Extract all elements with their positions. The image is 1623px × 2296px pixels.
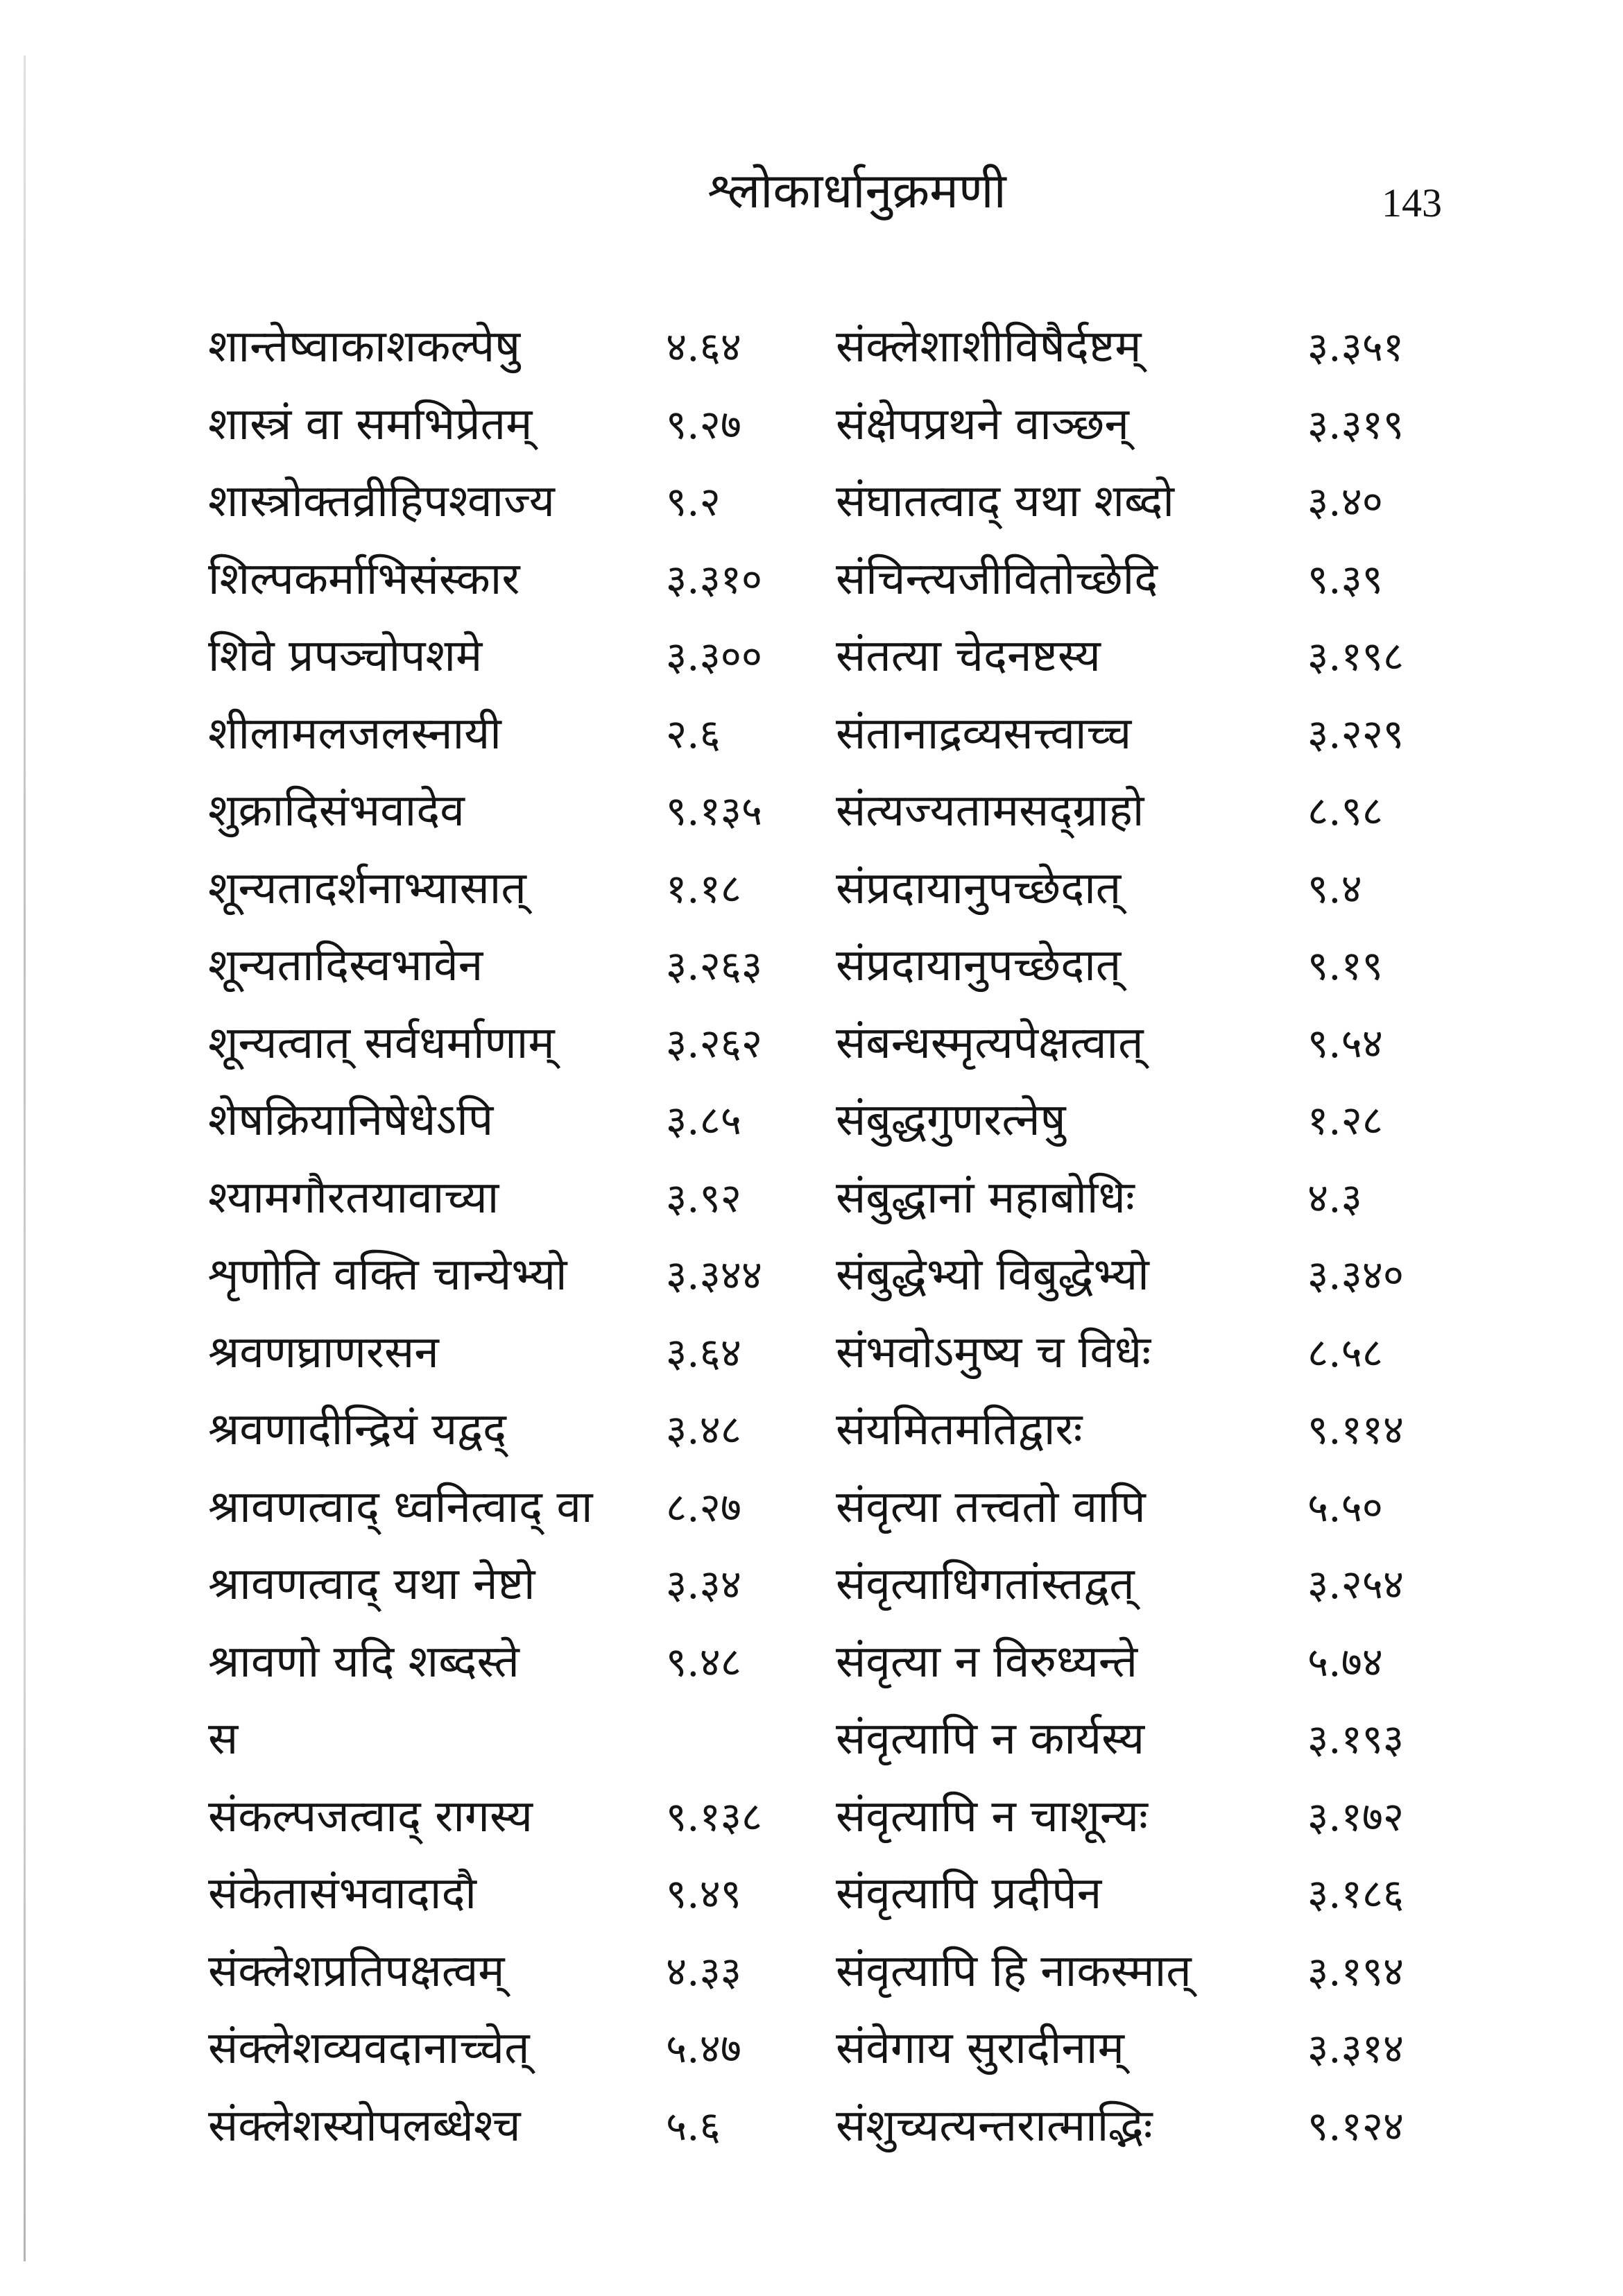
index-row [0, 618, 1623, 696]
right-reference: ३.३१४ [1307, 2025, 1405, 2072]
index-row [0, 463, 1623, 541]
right-verse: संघातत्वाद् यथा शब्दो [836, 476, 1174, 527]
index-row [0, 1856, 1623, 1933]
left-verse: शीलामलजलस्नायी [208, 708, 501, 760]
left-reference: ९.२ [666, 478, 721, 525]
index-row [0, 696, 1623, 773]
left-reference: ५.४७ [666, 2025, 741, 2072]
right-verse: संयमितमतिद्वारः [836, 1404, 1083, 1455]
right-reference: ९.४ [1307, 864, 1362, 912]
left-reference: ८.२७ [666, 1483, 741, 1531]
left-reference: ३.६४ [666, 1328, 741, 1376]
left-reference: ४.३३ [666, 1947, 741, 1995]
right-verse: संप्रदायानुपच्छेदात् [836, 862, 1122, 914]
index-row [0, 1237, 1623, 1314]
right-reference: ३.३४० [1307, 1251, 1405, 1299]
right-reference: ३.१९८ [1307, 633, 1405, 680]
right-reference: ४.३ [1307, 1174, 1362, 1222]
index-row [0, 1779, 1623, 1856]
left-reference: ९.२७ [666, 400, 741, 448]
index-row [0, 1160, 1623, 1237]
right-verse: संवृत्यापि हि नाकस्मात् [836, 1945, 1192, 1997]
right-reference: ८.५८ [1307, 1328, 1383, 1376]
right-verse: संतत्या चेदनष्टस्य [836, 631, 1101, 682]
index-row [0, 1082, 1623, 1160]
right-reference: ३.४० [1307, 478, 1383, 525]
left-reference: ५.६ [666, 2102, 721, 2150]
left-verse: शास्त्रं वा समभिप्रेतम् [208, 398, 533, 450]
left-reference: २.६ [666, 710, 721, 757]
right-reference: ३.२२९ [1307, 710, 1405, 757]
right-verse: संवेगाय सुरादीनाम् [836, 2023, 1124, 2074]
index-row [0, 386, 1623, 464]
left-reference: ३.३१० [666, 555, 763, 603]
left-reference: ९.१३५ [666, 787, 763, 834]
right-reference: ३.१७२ [1307, 1792, 1405, 1840]
left-reference: ३.४८ [666, 1406, 741, 1453]
right-verse: संबुद्धेभ्यो विबुद्धेभ्यो [836, 1249, 1149, 1301]
right-verse: संतानाद्रव्यसत्त्वाच्च [836, 708, 1132, 760]
index-row [0, 1005, 1623, 1083]
verse-index-table [0, 309, 1623, 2165]
right-verse: संवृत्याधिगतांस्तद्वत् [836, 1559, 1135, 1610]
left-reference: ३.९२ [666, 1174, 741, 1222]
left-reference: ३.३०० [666, 633, 763, 680]
right-reference: ३.२५४ [1307, 1561, 1405, 1608]
left-verse: शिल्पकर्माभिसंस्कार [208, 553, 520, 605]
right-verse: संवृत्यापि प्रदीपेन [836, 1868, 1102, 1919]
left-verse: शास्त्रोक्तव्रीहिपश्वाज्य [208, 476, 555, 527]
right-verse: संवृत्या तत्त्वतो वापि [836, 1481, 1146, 1533]
right-reference: ९.११४ [1307, 1406, 1405, 1453]
left-verse: शुक्रादिसंभवादेव [208, 785, 465, 837]
right-reference: ९.१९ [1307, 942, 1383, 989]
section-letter: स [208, 1713, 239, 1765]
index-row [0, 773, 1623, 850]
right-verse: संशुच्यत्यन्तरात्माद्भिः [836, 2100, 1153, 2152]
right-reference: ३.३१९ [1307, 400, 1405, 448]
right-reference: ५.५० [1307, 1483, 1383, 1531]
page-title: श्लोकार्धानुक्रमणी [707, 162, 1006, 219]
index-row [0, 850, 1623, 928]
left-verse: संक्लेशप्रतिपक्षत्वम् [208, 1945, 505, 1997]
index-row [0, 309, 1623, 386]
left-verse: शून्यतादर्शनाभ्यासात् [208, 862, 526, 914]
left-reference: ३.२६३ [666, 942, 763, 989]
left-reference: ३.३४४ [666, 1251, 763, 1299]
index-row [0, 1546, 1623, 1624]
index-row [0, 1933, 1623, 2011]
right-verse: संवृत्यापि न चाशून्यः [836, 1790, 1148, 1842]
left-reference: १.१८ [666, 864, 741, 912]
right-verse: संबुद्धानां महाबोधिः [836, 1172, 1135, 1224]
left-verse: शान्तेष्वाकाशकल्पेषु [208, 321, 521, 372]
left-verse: श्यामगौरतयावाच्या [208, 1172, 499, 1224]
index-row [0, 927, 1623, 1005]
left-verse: शेषक्रियानिषेधेऽपि [208, 1095, 494, 1146]
index-row [0, 541, 1623, 619]
left-reference: ४.६४ [666, 323, 741, 370]
index-row [0, 1314, 1623, 1392]
right-reference: ९.३९ [1307, 555, 1383, 603]
right-verse: संक्षेपप्रथने वाञ्छन् [836, 398, 1129, 450]
left-verse: संकेतासंभवादादौ [208, 1868, 477, 1919]
right-reference: ९.५४ [1307, 1019, 1383, 1067]
right-verse: संबन्धस्मृत्यपेक्षत्वात् [836, 1017, 1144, 1069]
left-verse: श्रवणघ्राणरसन [208, 1326, 439, 1378]
right-verse: संक्लेशाशीविषैर्दष्टम् [836, 321, 1142, 372]
index-row [0, 1624, 1623, 1702]
index-row [0, 1469, 1623, 1547]
right-reference: ३.१९४ [1307, 1947, 1405, 1995]
left-reference: ९.४८ [666, 1638, 741, 1686]
index-row [0, 2010, 1623, 2088]
left-verse: श्रावणत्वाद् यथा नेष्टो [208, 1559, 535, 1610]
left-reference: ३.२६२ [666, 1019, 763, 1067]
left-reference: ९.४९ [666, 1870, 741, 1917]
right-reference: ३.१८६ [1307, 1870, 1405, 1917]
right-reference: १.२८ [1307, 1097, 1383, 1144]
left-verse: संक्लेशव्यवदानाच्चेत् [208, 2023, 530, 2074]
right-verse: संबुद्धगुणरत्नेषु [836, 1095, 1066, 1146]
right-reference: ८.९८ [1307, 787, 1383, 834]
index-row [0, 2088, 1623, 2166]
right-verse: संवृत्या न विरुध्यन्ते [836, 1636, 1138, 1688]
right-verse: संभवोऽमुष्य च विधेः [836, 1326, 1151, 1378]
right-verse: संवृत्यापि न कार्यस्य [836, 1713, 1145, 1765]
right-verse: संचिन्त्यजीवितोच्छेदि [836, 553, 1158, 605]
right-reference: ३.१९३ [1307, 1715, 1405, 1763]
left-verse: शिवे प्रपञ्चोपशमे [208, 631, 483, 682]
left-verse: शृणोति वक्ति चान्येभ्यो [208, 1249, 567, 1301]
left-reference: ३.८५ [666, 1097, 741, 1144]
right-reference: ५.७४ [1307, 1638, 1383, 1686]
left-verse: शून्यतादिस्वभावेन [208, 940, 483, 991]
left-verse: श्रावणो यदि शब्दस्ते [208, 1636, 519, 1688]
index-row [0, 1701, 1623, 1779]
right-verse: संत्यज्यतामसद्ग्राहो [836, 785, 1144, 837]
page-number: 143 [1382, 180, 1442, 225]
left-verse: शून्यत्वात् सर्वधर्माणाम् [208, 1017, 555, 1069]
right-reference: ३.३५१ [1307, 323, 1405, 370]
index-row [0, 1391, 1623, 1469]
right-verse: संप्रदायानुपच्छेदात् [836, 940, 1122, 991]
left-reference: ९.१३८ [666, 1792, 763, 1840]
left-verse: संक्लेशस्योपलब्धेश्च [208, 2100, 521, 2152]
left-verse: श्रवणादीन्द्रियं यद्वद् [208, 1404, 507, 1455]
left-verse: श्रावणत्वाद् ध्वनित्वाद् वा [208, 1481, 593, 1533]
left-reference: ३.३४ [666, 1561, 741, 1608]
left-verse: संकल्पजत्वाद् रागस्य [208, 1790, 533, 1842]
right-reference: ९.१२४ [1307, 2102, 1405, 2150]
